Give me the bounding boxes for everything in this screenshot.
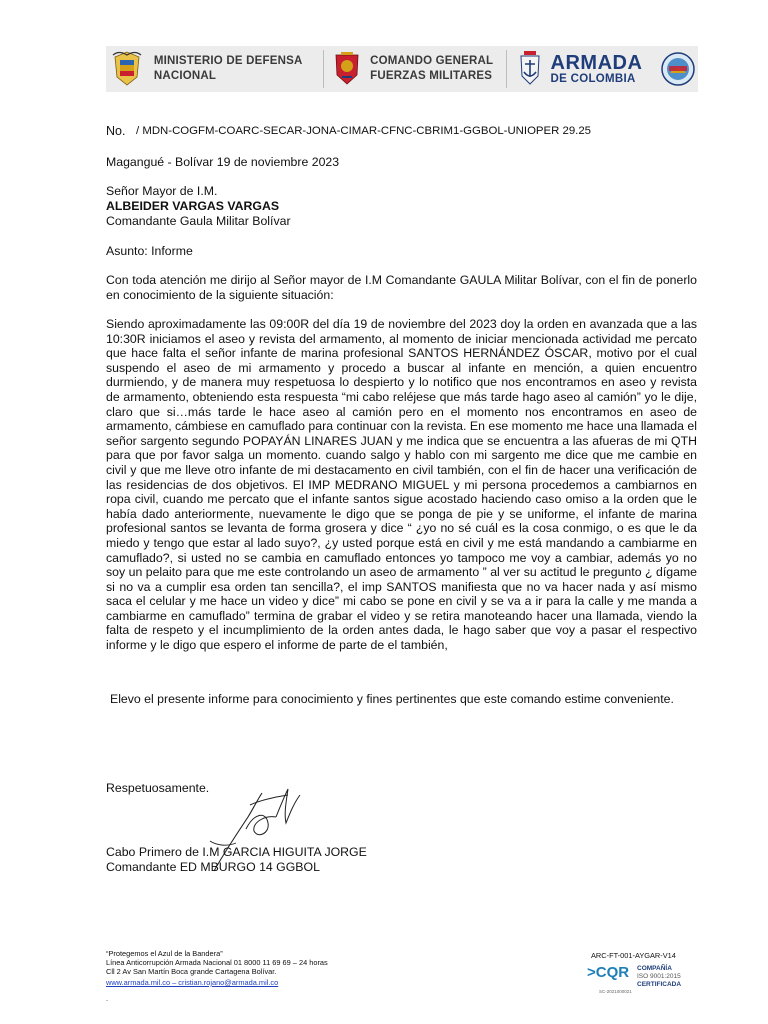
letterhead-banner	[106, 46, 698, 92]
cqr-certification-badge	[585, 962, 691, 996]
subject-line	[106, 244, 193, 259]
command-name: COMANDO GENERAL FUERZAS MILITARES	[370, 55, 494, 82]
farewell: Respetuosamente.	[106, 781, 210, 795]
footer-hotline: Línea Anticorrupción Armada Nacional 01 8000 11 69 69 – 24 horas	[106, 958, 328, 967]
subject-label: Asunto:	[106, 244, 148, 258]
subject-value: Informe	[151, 244, 193, 258]
closing-paragraph: Elevo el presente informe para conocimiento y fines pertinentes que este comando estime conveniente.	[110, 692, 674, 706]
document-number-label: No.	[106, 124, 126, 138]
ministry-name: MINISTERIO DE DEFENSA NACIONAL	[153, 55, 303, 82]
signer-name: Cabo Primero de I.M GARCIA HIGUITA JORGE	[106, 845, 367, 859]
cert-line-2: ISO 9001:2015	[637, 973, 681, 980]
unit-circular-seal-icon	[658, 46, 698, 92]
cqr-logo: >CQR	[587, 964, 630, 981]
recipient-title: Señor Mayor de I.M.	[106, 184, 218, 198]
colombia-coat-of-arms-icon	[106, 46, 148, 92]
recipient-role: Comandante Gaula Militar Bolívar	[106, 214, 291, 228]
signer-role: Comandante ED MBURGO 14 GGBOL	[106, 860, 320, 874]
cert-number: SC-2021000021	[599, 989, 632, 994]
header-divider	[323, 50, 324, 88]
intro-paragraph: Con toda atención me dirijo al Señor mayor de I.M Comandante GAULA Militar Bolívar, con el fin de ponerlo en conocimiento de la siguiente situación:	[106, 273, 697, 302]
armada-de-colombia-wordmark: ARMADA DE COLOMBIA	[550, 51, 643, 85]
armada-anchor-emblem-icon	[513, 46, 547, 92]
footer-address: Cll 2 Av San Martín Boca grande Cartagena Bolívar.	[106, 967, 277, 976]
document-number: / MDN-COGFM-COARC-SECAR-JONA-CIMAR-CFNC-CBRIM1-GGBOL-UNIOPER 29.25	[136, 125, 592, 137]
place-date: Magangué - Bolívar 19 de noviembre 2023	[106, 155, 340, 169]
cert-line-3: CERTIFICADA	[637, 981, 682, 988]
fuerzas-militares-emblem-icon	[330, 46, 364, 92]
footer-motto: “Protegemos el Azul de la Bandera”	[106, 949, 223, 958]
form-code: ARC-FT-001-AYGAR-V14	[591, 951, 676, 960]
recipient-name: ALBEIDER VARGAS VARGAS	[106, 199, 280, 213]
body-paragraph: Siendo aproximadamente las 09:00R del día 19 de noviembre del 2023 doy la orden en avanzada que a las 10:30R iniciamos el aseo y revista del armamento, al momento de iniciar mencionada actividad me percato que hace falta el señor infante de marina profesional SANTOS HERNÁNDEZ ÓSCAR, motivo por el cual suspendo el aseo de mi armamento y procedo a buscar al infante en mención, a quien encuentro durmiendo, y de manera muy respetuosa lo despierto y lo notifico que nos encontramos en aseo y revista de armamento, obteniendo esta respuesta “mi cabo reléjese que más tarde hago aseo al camión” yo le dije, claro que si…más tarde le hace aseo al camión pero en el momento nos encontramos en aseo de armamento, cámbiese en camuflado para continuar con la revista. En ese momento me hace una llamada el señor sargento segundo POPAYÁN LINARES JUAN y me indica que se encuentra a las afueras de mi QTH para que por favor salga un momento. cuando salgo y hablo con mi sargento me dice que me cambie en civil y que me lleve otro infante de mi destacamento en civil también, con el fin de hacer una verificación de las residencias de dos objetivos. El IMP MEDRANO MIGUEL y mi persona procedemos a cambiarnos en ropa civil, cuando me percato que el infante santos sigue acostado haciendo caso omiso a la orden que le había dado anteriormente, nuevamente le digo que se ponga de pie y se uniforme, el infante de marina profesional santos se levanta de forma grosera y dice “ ¿yo no sé cuál es la cosa conmigo, o es que le da miedo y tengo que estar al lado suyo?, ¿y usted porque está en civil y me está mandando a cambiarme en camuflado?, si usted no se cambia en camuflado entonces yo tampoco me voy a cambiar, además yo no soy un pelaito para que me este controlando un aseo de armamento ” al ver su actitud le pregunto ¿ dígame si no va a cumplir esa orden tan sencilla?, el imp SANTOS manifiesta que no va hacer nada y así mismo saca el celular y me hace un video y dice” mi cabo se pone en civil y se va a ir para la calle y me manda a cambiarme en camuflado” termina de grabar el video y se retira manoteando hacer una llamada, viendo la falta de respeto y el incumplimiento de la orden antes dada, le hago saber que voy a pasar el respectivo informe y le digo que espero el informe de parte de el también,	[106, 317, 697, 653]
footer-dot: .	[106, 994, 109, 1003]
header-divider	[506, 50, 507, 88]
cert-line-1: COMPAÑÍA	[637, 965, 672, 972]
footer-website-email-link[interactable]: www.armada.mil.co – cristian.rojano@armada.mil.co	[106, 978, 279, 987]
